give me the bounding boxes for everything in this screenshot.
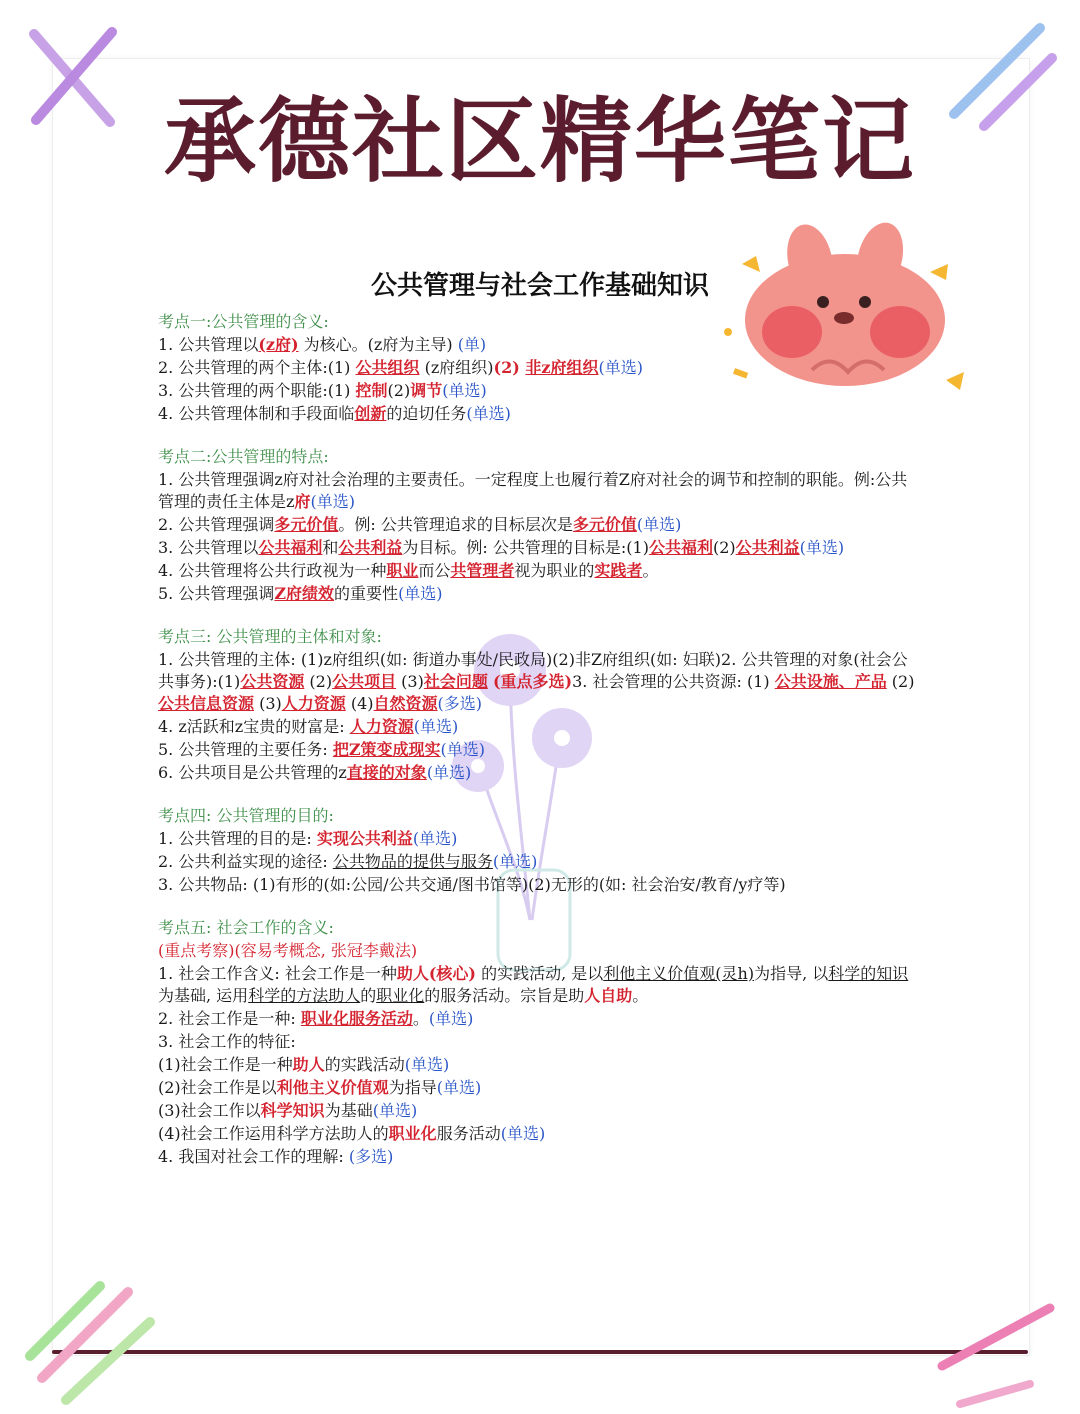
note-line <box>158 828 920 850</box>
key-term: 助人 <box>292 1055 325 1074</box>
note-section <box>158 310 920 425</box>
key-term: 公共物品的提供与服务 <box>332 852 493 871</box>
note-text: (1)社会工作是一种 <box>158 1055 293 1074</box>
key-term: 公共信息资源 <box>158 694 255 713</box>
note-text: 为指导, 以 <box>754 964 829 983</box>
key-term: 多元价值 <box>274 515 339 534</box>
note-text: 。 <box>642 561 659 580</box>
question-type-tag: (多选) <box>348 1147 394 1166</box>
question-type-tag: (单选) <box>799 538 845 557</box>
key-term: 自然资源 <box>373 694 438 713</box>
question-type-tag: (单选) <box>404 1055 450 1074</box>
note-text: 为基础 <box>324 1101 373 1120</box>
key-term: 公共设施、产品 <box>774 672 887 691</box>
note-text: 和 <box>322 538 339 557</box>
note-text: 。 <box>412 1009 429 1028</box>
key-term: 府 <box>294 492 311 511</box>
bottom-left-sticks-icon <box>30 1286 150 1400</box>
note-text: (3) <box>254 694 282 713</box>
note-text: (3)社会工作以 <box>158 1101 261 1120</box>
bottom-right-sticks-icon <box>942 1308 1050 1404</box>
note-text: 的实践活动 <box>324 1055 405 1074</box>
note-text: 视为职业的 <box>514 561 595 580</box>
note-text: 的服务活动。宗旨是助 <box>424 986 585 1005</box>
key-term: 职业化 <box>388 1124 437 1143</box>
note-text: 的迫切任务 <box>386 404 467 423</box>
question-type-tag: (单选) <box>492 852 538 871</box>
question-type-tag: (单选) <box>398 584 443 603</box>
note-line <box>158 1146 920 1168</box>
key-term: 科学知识 <box>260 1101 325 1120</box>
note-line <box>158 963 920 1007</box>
note-text: 3. 公共管理的两个职能:(1) <box>158 381 356 400</box>
note-text: 6. 公共项目是公共管理的z <box>158 763 347 782</box>
note-line <box>158 357 920 379</box>
page-title: 承德社区精华笔记 <box>163 88 916 195</box>
key-term: 利他主义价值观(灵h) <box>603 964 755 983</box>
note-line <box>158 649 920 715</box>
key-term: 直接的对象 <box>346 763 427 782</box>
key-term: 把Z策变成现实 <box>332 740 441 759</box>
key-term: 调节 <box>410 381 443 400</box>
note-text: (3) <box>396 672 424 691</box>
note-text: (2)社会工作是以 <box>158 1078 277 1097</box>
note-text: 的 <box>360 986 377 1005</box>
key-term: 公共资源 <box>240 672 305 691</box>
note-text: (2) <box>886 672 915 691</box>
note-line <box>158 762 920 784</box>
key-term: 人自助 <box>584 986 633 1005</box>
key-term: 公共利益 <box>338 538 403 557</box>
key-term: Z府绩效 <box>274 584 335 603</box>
note-text: 3. 社会管理的公共资源: (1) <box>572 672 775 691</box>
key-term: (重点多选) <box>492 672 573 691</box>
note-line <box>158 469 920 513</box>
note-text: 服务活动 <box>436 1124 501 1143</box>
note-line <box>158 1008 920 1030</box>
key-term: 助人(核心) <box>396 964 476 983</box>
note-text: 的实践活动, 是以 <box>476 964 604 983</box>
note-line <box>158 514 920 536</box>
note-text: 4. 公共管理体制和手段面临 <box>158 404 355 423</box>
key-term: 人力资源 <box>281 694 346 713</box>
key-term: 非z府组织 <box>525 358 599 377</box>
note-line <box>158 1031 920 1053</box>
note-text: 。例: 公共管理追求的目标层次是 <box>338 515 573 534</box>
note-line <box>158 583 920 605</box>
note-line <box>158 940 920 962</box>
section-heading: 考点二:公共管理的特点: <box>158 447 329 466</box>
note-section <box>158 804 920 896</box>
section-heading: 考点一:公共管理的含义: <box>158 312 329 331</box>
key-term: 职业 <box>386 561 419 580</box>
note-line <box>158 334 920 356</box>
note-line <box>158 1123 920 1145</box>
question-type-tag: (单选) <box>413 717 459 736</box>
note-text: 为基础, 运用 <box>158 986 249 1005</box>
key-term: 公共福利 <box>258 538 323 557</box>
note-text: (z府组织) <box>419 358 494 377</box>
note-text: 4. 我国对社会工作的理解: <box>158 1147 349 1166</box>
question-type-tag: (多选) <box>437 694 483 713</box>
question-type-tag: (单选) <box>500 1124 546 1143</box>
key-term: 实现公共利益 <box>316 829 413 848</box>
question-type-tag: (单选) <box>442 381 487 400</box>
note-text: 2. 公共管理的两个主体:(1) <box>158 358 356 377</box>
key-term: (重点考察)(容易考概念, 张冠李戴法) <box>158 941 418 960</box>
question-type-tag: (单) <box>457 335 487 354</box>
note-text: (2) <box>712 538 736 557</box>
note-text: 4. z活跃和z宝贵的财富是: <box>158 717 350 736</box>
note-line <box>158 851 920 873</box>
key-term: 公共福利 <box>648 538 713 557</box>
note-text: 1. 公共管理的目的是: <box>158 829 317 848</box>
key-term: (z府) <box>258 335 299 354</box>
question-type-tag: (单选) <box>372 1101 418 1120</box>
question-type-tag: (单选) <box>310 492 355 511</box>
note-line <box>158 1100 920 1122</box>
note-text: 3. 社会工作的特征: <box>158 1032 296 1051</box>
note-line <box>158 874 920 896</box>
key-term: 公共组织 <box>355 358 420 377</box>
section-subtitle: 公共管理与社会工作基础知识 <box>370 271 709 301</box>
key-term: 共管理者 <box>450 561 515 580</box>
key-term: 职业化 <box>376 986 425 1005</box>
note-text: 2. 公共利益实现的途径: <box>158 852 333 871</box>
section-heading: 考点四: 公共管理的目的: <box>158 806 334 825</box>
question-type-tag: (单选) <box>412 829 458 848</box>
note-text: 1. 公共管理的主体: (1)z府组织(如: 街道办事处/民政局)(2)非Z府组织(如: 妇联)2. 公共管理的对象(社会公共事务):(1) <box>158 650 908 691</box>
key-term: 利他主义价值观 <box>276 1078 389 1097</box>
note-line <box>158 1077 920 1099</box>
note-text: 3. 公共管理以 <box>158 538 259 557</box>
question-type-tag: (单选) <box>436 1078 482 1097</box>
note-line <box>158 403 920 425</box>
note-text: 4. 公共管理将公共行政视为一种 <box>158 561 387 580</box>
note-text: 5. 公共管理强调 <box>158 584 275 603</box>
key-term: 公共利益 <box>735 538 800 557</box>
note-section <box>158 916 920 1168</box>
note-text: (4)社会工作运用科学方法助人的 <box>158 1124 389 1143</box>
key-term: 职业化服务活动 <box>300 1009 413 1028</box>
note-text: 。 <box>632 986 649 1005</box>
notes-body <box>158 310 920 1188</box>
question-type-tag: (单选) <box>636 515 682 534</box>
note-section <box>158 445 920 605</box>
note-line <box>158 380 920 402</box>
section-heading: 考点三: 公共管理的主体和对象: <box>158 627 382 646</box>
key-term: 实践者 <box>594 561 643 580</box>
key-term: 人力资源 <box>349 717 414 736</box>
note-text: 1. 社会工作含义: 社会工作是一种 <box>158 964 397 983</box>
note-text: 1. 公共管理强调z府对社会治理的主要责任。一定程度上也履行着Z府对社会的调节和控制的职能。例:公共管理的责任主体是z <box>158 470 908 511</box>
note-text: 为目标。例: 公共管理的目标是:(1) <box>402 538 649 557</box>
note-line <box>158 1054 920 1076</box>
note-text: 3. 公共物品: (1)有形的(如:公园/公共交通/图书馆等)(2)无形的(如: 社会治安/教育/y疗等) <box>158 875 786 894</box>
note-text: 2. 公共管理强调 <box>158 515 275 534</box>
question-type-tag: (单选) <box>440 740 486 759</box>
note-text: 为核心。(z府为主导) <box>298 335 458 354</box>
note-text: (4) <box>345 694 374 713</box>
note-text: (2) <box>304 672 333 691</box>
note-line <box>158 716 920 738</box>
note-text: 为指导 <box>388 1078 437 1097</box>
section-heading: 考点五: 社会工作的含义: <box>158 918 334 937</box>
question-type-tag: (单选) <box>428 1009 474 1028</box>
key-term: 科学的方法助人 <box>248 986 361 1005</box>
note-line <box>158 560 920 582</box>
key-term: (2) <box>493 358 526 377</box>
note-section <box>158 625 920 784</box>
key-term: 创新 <box>354 404 387 423</box>
question-type-tag: (单选) <box>598 358 643 377</box>
note-text: 而公 <box>418 561 451 580</box>
key-term: 多元价值 <box>572 515 637 534</box>
note-text: (2) <box>387 381 411 400</box>
note-text: 5. 公共管理的主要任务: <box>158 740 333 759</box>
question-type-tag: (单选) <box>426 763 472 782</box>
note-text: 的重要性 <box>334 584 399 603</box>
note-line <box>158 739 920 761</box>
key-term: 公共项目 <box>332 672 397 691</box>
key-term: 社会问题 <box>423 672 488 691</box>
note-text: 2. 社会工作是一种: <box>158 1009 301 1028</box>
key-term: 科学的知识 <box>828 964 909 983</box>
note-text: 1. 公共管理以 <box>158 335 259 354</box>
note-line <box>158 537 920 559</box>
question-type-tag: (单选) <box>466 404 511 423</box>
key-term: 控制 <box>355 381 388 400</box>
